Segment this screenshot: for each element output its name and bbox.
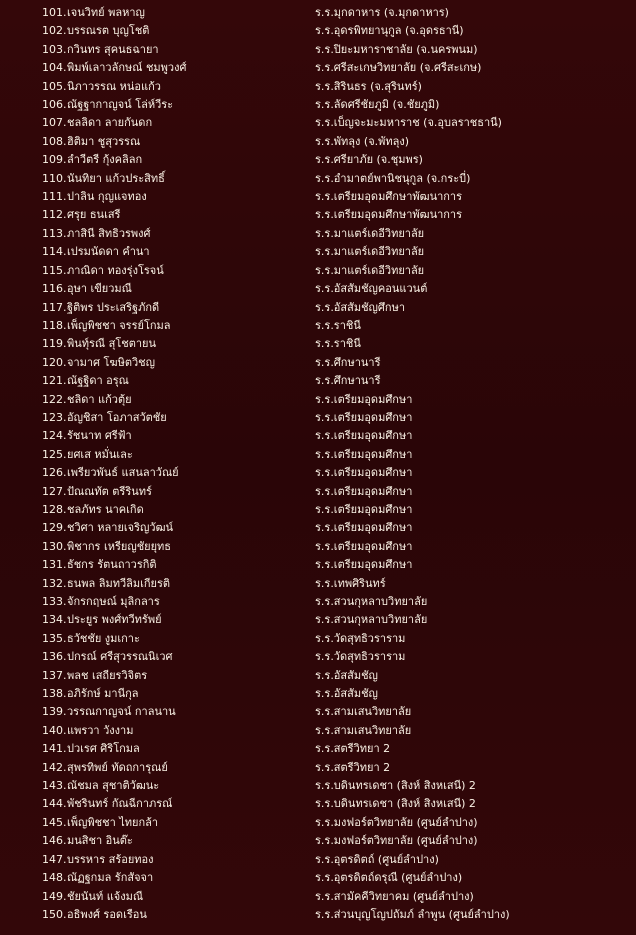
student-name: พิชากร เหรียญชัยยุทธ (67, 539, 172, 553)
student-name: ชลลิดา ลายกันดก (67, 116, 153, 130)
student-name: เปรมนัดดา คำนา (67, 245, 150, 259)
row-number: 113. (42, 226, 67, 240)
list-item (0, 280, 636, 298)
school-name: ร.ร.เทพศิรินทร์ (315, 576, 386, 590)
list-item (0, 59, 636, 77)
row-number: 149. (42, 889, 67, 903)
school-name: ร.ร.พัทลุง (จ.พัทลุง) (315, 134, 410, 148)
list-item (0, 170, 636, 188)
row-number: 123. (42, 410, 67, 424)
school-name: ร.ร.เตรียมอุดมศึกษา (315, 392, 413, 406)
school-name: ร.ร.ปิยะมหาราชาลัย (จ.นครพนม) (315, 42, 478, 56)
school-name: ร.ร.เตรียมอุดมศึกษา (315, 447, 413, 461)
school-name: ร.ร.อุตรดิตถ์ (ศูนย์ลำปาง) (315, 852, 439, 866)
student-name: แพรวา วังงาม (67, 723, 134, 737)
student-name: ฐิติพร ประเสริฐภักดี (67, 300, 160, 314)
student-name: ภาณิดา ทองรุ่งโรจน์ (67, 263, 164, 277)
row-number: 132. (42, 576, 67, 590)
school-name: ร.ร.ศึกษานารี (315, 374, 381, 388)
row-number: 128. (42, 502, 67, 516)
row-number: 134. (42, 613, 67, 627)
school-name: ร.ร.สามเสนวิทยาลัย (315, 723, 412, 737)
student-name: พลช เสถียรวิจิตร (67, 668, 148, 682)
school-name: ร.ร.บดินทรเดชา (สิงห์ สิงหเสนี) 2 (315, 797, 476, 811)
list-item (0, 96, 636, 114)
school-name: ร.ร.อำมาตย์พานิชนุกูล (จ.กระบี่) (315, 171, 471, 185)
school-name: ร.ร.ศรียาภัย (จ.ชุมพร) (315, 153, 423, 167)
student-name: อภิรักษ์ มานีกุล (67, 687, 139, 701)
list-item (0, 372, 636, 390)
row-number: 106. (42, 98, 67, 112)
student-name: นันทิยา แก้วประสิทธิ์ (67, 171, 165, 185)
row-number: 110. (42, 171, 67, 185)
row-number: 122. (42, 392, 67, 406)
school-name: ร.ร.อุตรดิตถ์ดรุณี (ศูนย์ลำปาง) (315, 871, 463, 885)
row-number: 125. (42, 447, 67, 461)
list-item (0, 206, 636, 224)
list-item (0, 593, 636, 611)
student-name: เจนวิทย์ พลหาญ (67, 6, 145, 19)
school-name: ร.ร.เตรียมอุดมศึกษา (315, 429, 413, 443)
list-item (0, 722, 636, 740)
row-number: 103. (42, 42, 67, 56)
student-name: จามาศ โฆษิตวิชญ (67, 355, 156, 369)
school-name: ร.ร.มาแตร์เดอีวิทยาลัย (315, 263, 425, 277)
student-name: ภาสินี สิทธิวรพงศ์ (67, 226, 151, 240)
row-number: 107. (42, 116, 67, 130)
list-item (0, 41, 636, 59)
row-number: 143. (42, 779, 67, 793)
row-number: 148. (42, 871, 67, 885)
student-name: ปกรณ์ ศรีสุวรรณนิเวศ (67, 650, 173, 664)
row-number: 121. (42, 374, 67, 388)
school-name: ร.ร.ศรีสะเกษวิทยาลัย (จ.ศรีสะเกษ) (315, 61, 482, 75)
list-item (0, 354, 636, 372)
school-name: ร.ร.เตรียมอุดมศึกษา (315, 539, 413, 553)
student-name: มนสิชา อินต๊ะ (67, 834, 133, 848)
list-item (0, 335, 636, 353)
student-name: เพ็ญพิชชา จรรย์โกมล (67, 318, 171, 332)
school-name: ร.ร.วัดสุทธิวราราม (315, 650, 406, 664)
student-name: เพรียวพันธ์ แสนลาวัณย์ (67, 466, 179, 480)
student-name: ศรุย ธนเสรี (67, 208, 121, 222)
row-number: 101. (42, 6, 67, 19)
row-number: 140. (42, 723, 67, 737)
list-item (0, 133, 636, 151)
school-name: ร.ร.เตรียมอุดมศึกษา (315, 466, 413, 480)
school-name: ร.ร.อัสสัมชัญ (315, 687, 378, 701)
row-number: 146. (42, 834, 67, 848)
student-name: พิมพ์เลาวลักษณ์ ชมพูวงศ์ (67, 61, 187, 75)
list-item (0, 299, 636, 317)
student-name: กวินทร สุคนธฉายา (67, 42, 159, 56)
student-name: ปวเรศ ศิริโกมล (67, 742, 140, 756)
student-name: เพ็ญพิชชา ไทยกล้า (67, 815, 159, 829)
student-name: อธิพงศ์ รอดเรือน (67, 907, 147, 921)
student-name: อุษา เขียวมณี (67, 282, 132, 296)
list-item (0, 556, 636, 574)
list-item (0, 667, 636, 685)
school-name: ร.ร.ลัดศรีชัยภูมิ (จ.ชัยภูมิ) (315, 98, 440, 112)
student-name: บรรณรต บุญโชติ (67, 24, 150, 38)
row-number: 126. (42, 466, 67, 480)
list-item (0, 483, 636, 501)
school-name: ร.ร.มุกดาหาร (จ.มุกดาหาร) (315, 6, 449, 19)
student-name: ยศเส หมั่นเละ (67, 447, 133, 461)
student-name: ณัฐฐากาญจน์ โล่ห์วีระ (67, 98, 174, 112)
school-name: ร.ร.วัดสุทธิวราราม (315, 631, 406, 645)
student-name: รัชนาท ศรีฟ้า (67, 429, 132, 443)
school-name: ร.ร.อัสสัมชัญคอนแวนต์ (315, 282, 428, 296)
row-number: 115. (42, 263, 67, 277)
student-name: สุพรทิพย์ ทัดถการุณย์ (67, 760, 168, 774)
school-name: ร.ร.เตรียมอุดมศึกษาพัฒนาการ (315, 190, 463, 204)
student-name: ธวัชชัย งูมเกาะ (67, 631, 140, 645)
row-number: 141. (42, 742, 67, 756)
list-item (0, 869, 636, 887)
student-name: ธนพล ลิมทวีลิมเกียรติ (67, 576, 171, 590)
row-number: 135. (42, 631, 67, 645)
list-item (0, 814, 636, 832)
list-item (0, 630, 636, 648)
list-item (0, 759, 636, 777)
student-name: ณัฐฐิดา อรุณ (67, 374, 129, 388)
row-number: 137. (42, 668, 67, 682)
row-number: 133. (42, 595, 67, 608)
row-number: 139. (42, 705, 67, 719)
list-item (0, 188, 636, 206)
row-number: 144. (42, 797, 67, 811)
student-name: ประยูร พงศ์ทวีทรัพย์ (67, 613, 162, 627)
school-name: ร.ร.มาแตร์เดอีวิทยาลัย (315, 245, 425, 259)
student-name: ชลภัทร นาคเกิด (67, 502, 144, 516)
row-number: 108. (42, 134, 67, 148)
row-number: 142. (42, 760, 67, 774)
school-name: ร.ร.สวนกุหลาบวิทยาลัย (315, 595, 428, 608)
row-number: 124. (42, 429, 67, 443)
row-number: 147. (42, 852, 67, 866)
row-number: 138. (42, 687, 67, 701)
row-number: 105. (42, 79, 67, 93)
school-name: ร.ร.อัสสัมชัญศึกษา (315, 300, 406, 314)
list-item (0, 703, 636, 721)
list-item (0, 262, 636, 280)
student-name: ชัยนันท์ แจ้งมณี (67, 889, 144, 903)
row-number: 104. (42, 61, 67, 75)
list-item (0, 832, 636, 850)
school-name: ร.ร.ราชินี (315, 318, 361, 332)
student-name: ชวิศา หลายเจริญวัฒน์ (67, 521, 174, 535)
student-name: นิภาวรรณ หน่อแก้ว (67, 79, 161, 93)
school-name: ร.ร.สตรีวิทยา 2 (315, 742, 391, 756)
school-name: ร.ร.เตรียมอุดมศึกษา (315, 484, 413, 498)
student-name: อัญชิสา โอภาสวัตชัย (67, 410, 167, 424)
row-number: 127. (42, 484, 67, 498)
row-number: 119. (42, 337, 67, 351)
student-name: วรรณกาญจน์ กาลนาน (67, 705, 176, 719)
school-name: ร.ร.ราชินี (315, 337, 361, 351)
list-item (0, 777, 636, 795)
school-name: ร.ร.ส่วนบุญโญปถัมภ์ ลำพูน (ศูนย์ลำปาง) (315, 907, 510, 921)
list-item (0, 22, 636, 40)
row-number: 130. (42, 539, 67, 553)
list-item (0, 391, 636, 409)
list-item (0, 685, 636, 703)
student-name: ปาลิน กุญแจทอง (67, 190, 147, 204)
school-name: ร.ร.ศึกษานารี (315, 355, 381, 369)
row-number: 118. (42, 318, 67, 332)
student-name: ฮิติมา ชูสุวรรณ (67, 134, 141, 148)
student-name: จักรกฤษณ์ มุลิกลาร (67, 595, 160, 608)
school-name: ร.ร.เตรียมอุดมศึกษา (315, 558, 413, 572)
list-item (0, 427, 636, 445)
student-name: ลำวีตรี กุ้งคลิลก (67, 153, 143, 167)
row-number: 136. (42, 650, 67, 664)
list-item (0, 78, 636, 96)
row-number: 112. (42, 208, 67, 222)
school-name: ร.ร.มงฟอร์ตวิทยาลัย (ศูนย์ลำปาง) (315, 815, 478, 829)
list-item (0, 575, 636, 593)
row-number: 109. (42, 153, 67, 167)
student-name: ณัฏฐกมล รักสัจจา (67, 871, 154, 885)
list-item (0, 409, 636, 427)
school-name: ร.ร.สิรินธร (จ.สุรินทร์) (315, 79, 422, 93)
list-item (0, 225, 636, 243)
school-name: ร.ร.สามัคคีวิทยาคม (ศูนย์ลำปาง) (315, 889, 474, 903)
row-number: 129. (42, 521, 67, 535)
row-number: 145. (42, 815, 67, 829)
list-item (0, 611, 636, 629)
list-item (0, 888, 636, 906)
student-name: ธัชกร รัตนถาวรกิติ (67, 558, 157, 572)
row-number: 116. (42, 282, 67, 296)
list-item (0, 906, 636, 924)
school-name: ร.ร.มาแตร์เดอีวิทยาลัย (315, 226, 425, 240)
row-number: 131. (42, 558, 67, 572)
list-item (0, 114, 636, 132)
student-name: ชลิดา แก้วตุ้ย (67, 392, 132, 406)
school-name: ร.ร.สามเสนวิทยาลัย (315, 705, 412, 719)
row-number: 120. (42, 355, 67, 369)
school-name: ร.ร.สวนกุหลาบวิทยาลัย (315, 613, 428, 627)
student-name: พินทุ์รณี สุโชตายน (67, 337, 157, 351)
student-name: ปัณณทัต ตรีรินทร์ (67, 484, 152, 498)
school-name: ร.ร.อัสสัมชัญ (315, 668, 378, 682)
results-list (0, 4, 636, 924)
student-name: ณัชมล สุชาติวัฒนะ (67, 779, 160, 793)
school-name: ร.ร.มงฟอร์ตวิทยาลัย (ศูนย์ลำปาง) (315, 834, 478, 848)
list-item (0, 464, 636, 482)
school-name: ร.ร.อุดรพิทยานุกูล (จ.อุดรธานี) (315, 24, 464, 38)
list-item (0, 648, 636, 666)
school-name: ร.ร.เตรียมอุดมศึกษา (315, 410, 413, 424)
list-item (0, 851, 636, 869)
list-item (0, 519, 636, 537)
row-number: 111. (42, 190, 67, 204)
list-item (0, 243, 636, 261)
list-item (0, 740, 636, 758)
list-item (0, 446, 636, 464)
school-name: ร.ร.บดินทรเดชา (สิงห์ สิงหเสนี) 2 (315, 779, 476, 793)
school-name: ร.ร.เตรียมอุดมศึกษา (315, 502, 413, 516)
school-name: ร.ร.เตรียมอุดมศึกษา (315, 521, 413, 535)
school-name: ร.ร.สตรีวิทยา 2 (315, 760, 391, 774)
student-name: บรรหาร สร้อยทอง (67, 852, 154, 866)
list-item (0, 4, 636, 22)
row-number: 114. (42, 245, 67, 259)
list-item (0, 317, 636, 335)
school-name: ร.ร.เบ็ญจะมะมหาราช (จ.อุบลราชธานี) (315, 116, 502, 130)
row-number: 150. (42, 907, 67, 921)
school-name: ร.ร.เตรียมอุดมศึกษาพัฒนาการ (315, 208, 463, 222)
list-item (0, 795, 636, 813)
list-item (0, 501, 636, 519)
list-item (0, 538, 636, 556)
list-item (0, 151, 636, 169)
student-name: พัชรินทร์ กัณฉีกาภรณ์ (67, 797, 173, 811)
row-number: 117. (42, 300, 67, 314)
row-number: 102. (42, 24, 67, 38)
